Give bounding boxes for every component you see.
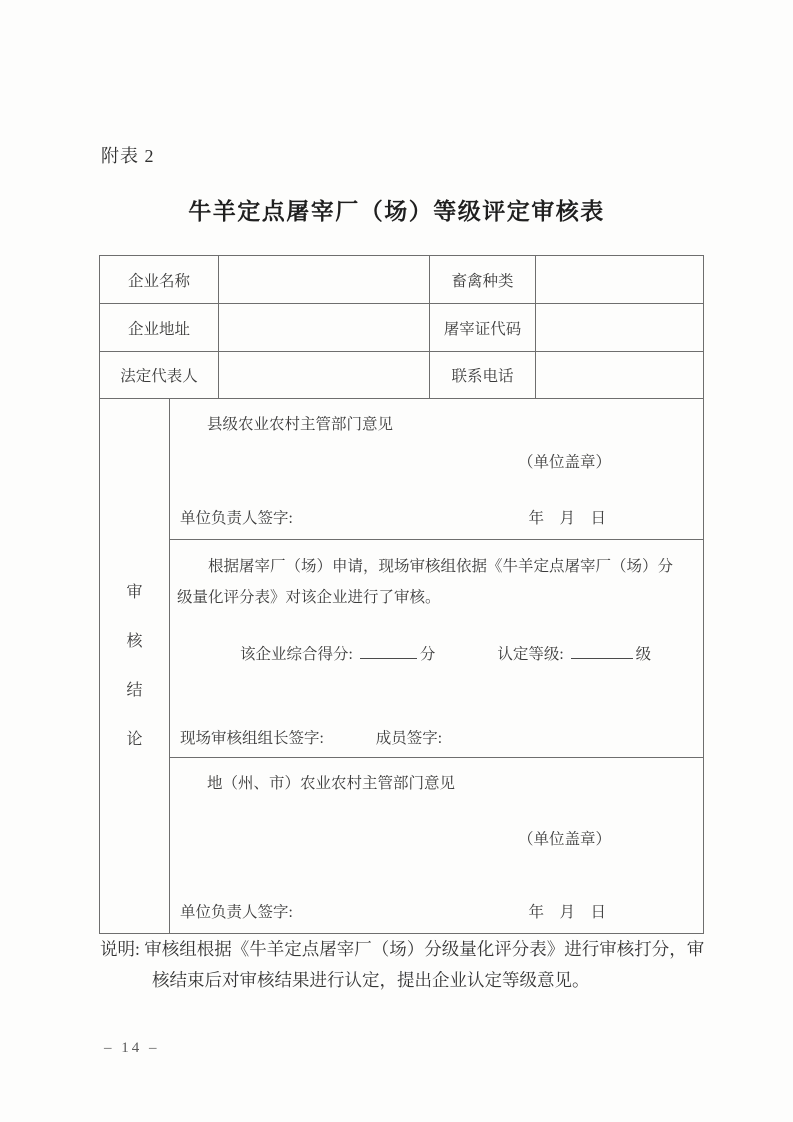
county-signature-label: 单位负责人签字: [180, 510, 293, 527]
table-row [100, 352, 704, 399]
explanation-note [100, 934, 720, 995]
enterprise-address-label: 企业地址 [100, 304, 219, 352]
grade-blank-underline [571, 644, 633, 659]
onsite-review-section [170, 540, 704, 758]
review-team-leader-signature-label: 现场审核组组长签字: [180, 730, 324, 747]
review-conclusion-vertical-label: 审核结论 [126, 584, 143, 748]
page-number: – 14 – [104, 1040, 160, 1056]
score-unit-label: 分 [419, 646, 436, 663]
grade-label: 认定等级: [497, 646, 564, 663]
legal-representative-value [219, 352, 430, 399]
enterprise-info-table [99, 255, 704, 399]
enterprise-name-label: 企业名称 [100, 256, 219, 304]
contact-phone-label: 联系电话 [430, 352, 536, 399]
page-title: 牛羊定点屠宰厂（场）等级评定审核表 [188, 199, 605, 224]
note-label: 说明: [100, 939, 140, 959]
prefecture-date-label: 年 月 日 [528, 904, 606, 921]
annex-label: 附表 2 [101, 146, 155, 166]
slaughter-cert-code-label: 屠宰证代码 [430, 304, 536, 352]
review-conclusion-table [99, 398, 704, 934]
livestock-type-label: 畜禽种类 [430, 256, 536, 304]
contact-phone-value [536, 352, 704, 399]
form-table [99, 255, 703, 934]
table-row [100, 256, 704, 304]
prefecture-opinion-heading: 地（州、市）农业农村主管部门意见 [207, 775, 456, 792]
county-opinion-heading: 县级农业农村主管部门意见 [207, 416, 394, 433]
prefecture-seal-label: （单位盖章） [517, 831, 611, 848]
slaughter-cert-code-value [536, 304, 704, 352]
livestock-type-value [536, 256, 704, 304]
enterprise-name-value [219, 256, 430, 304]
enterprise-address-value [219, 304, 430, 352]
note-text: 审核组根据《牛羊定点屠宰厂（场）分级量化评分表》进行审核打分，审核结束后对审核结果进行认定，提出企业认定等级意见。 [144, 939, 705, 990]
county-date-label: 年 月 日 [528, 510, 606, 527]
prefecture-opinion-section [170, 758, 704, 934]
table-row [100, 540, 704, 758]
review-team-member-signature-label: 成员签字: [375, 730, 442, 747]
county-opinion-section [170, 399, 704, 540]
score-blank-underline [360, 644, 417, 659]
onsite-review-paragraph: 根据屠宰厂（场）申请，现场审核组依据《牛羊定点屠宰厂（场）分级量化评分表》对该企业进行了审核。 [177, 558, 674, 606]
grade-unit-label: 级 [635, 646, 652, 663]
table-row [100, 399, 704, 540]
score-line [170, 642, 703, 664]
table-row [100, 304, 704, 352]
review-conclusion-header [100, 399, 170, 934]
county-seal-label: （单位盖章） [517, 454, 611, 471]
prefecture-signature-label: 单位负责人签字: [180, 904, 293, 921]
legal-representative-label: 法定代表人 [100, 352, 219, 399]
table-row [100, 758, 704, 934]
score-label: 该企业综合得分: [240, 646, 353, 663]
